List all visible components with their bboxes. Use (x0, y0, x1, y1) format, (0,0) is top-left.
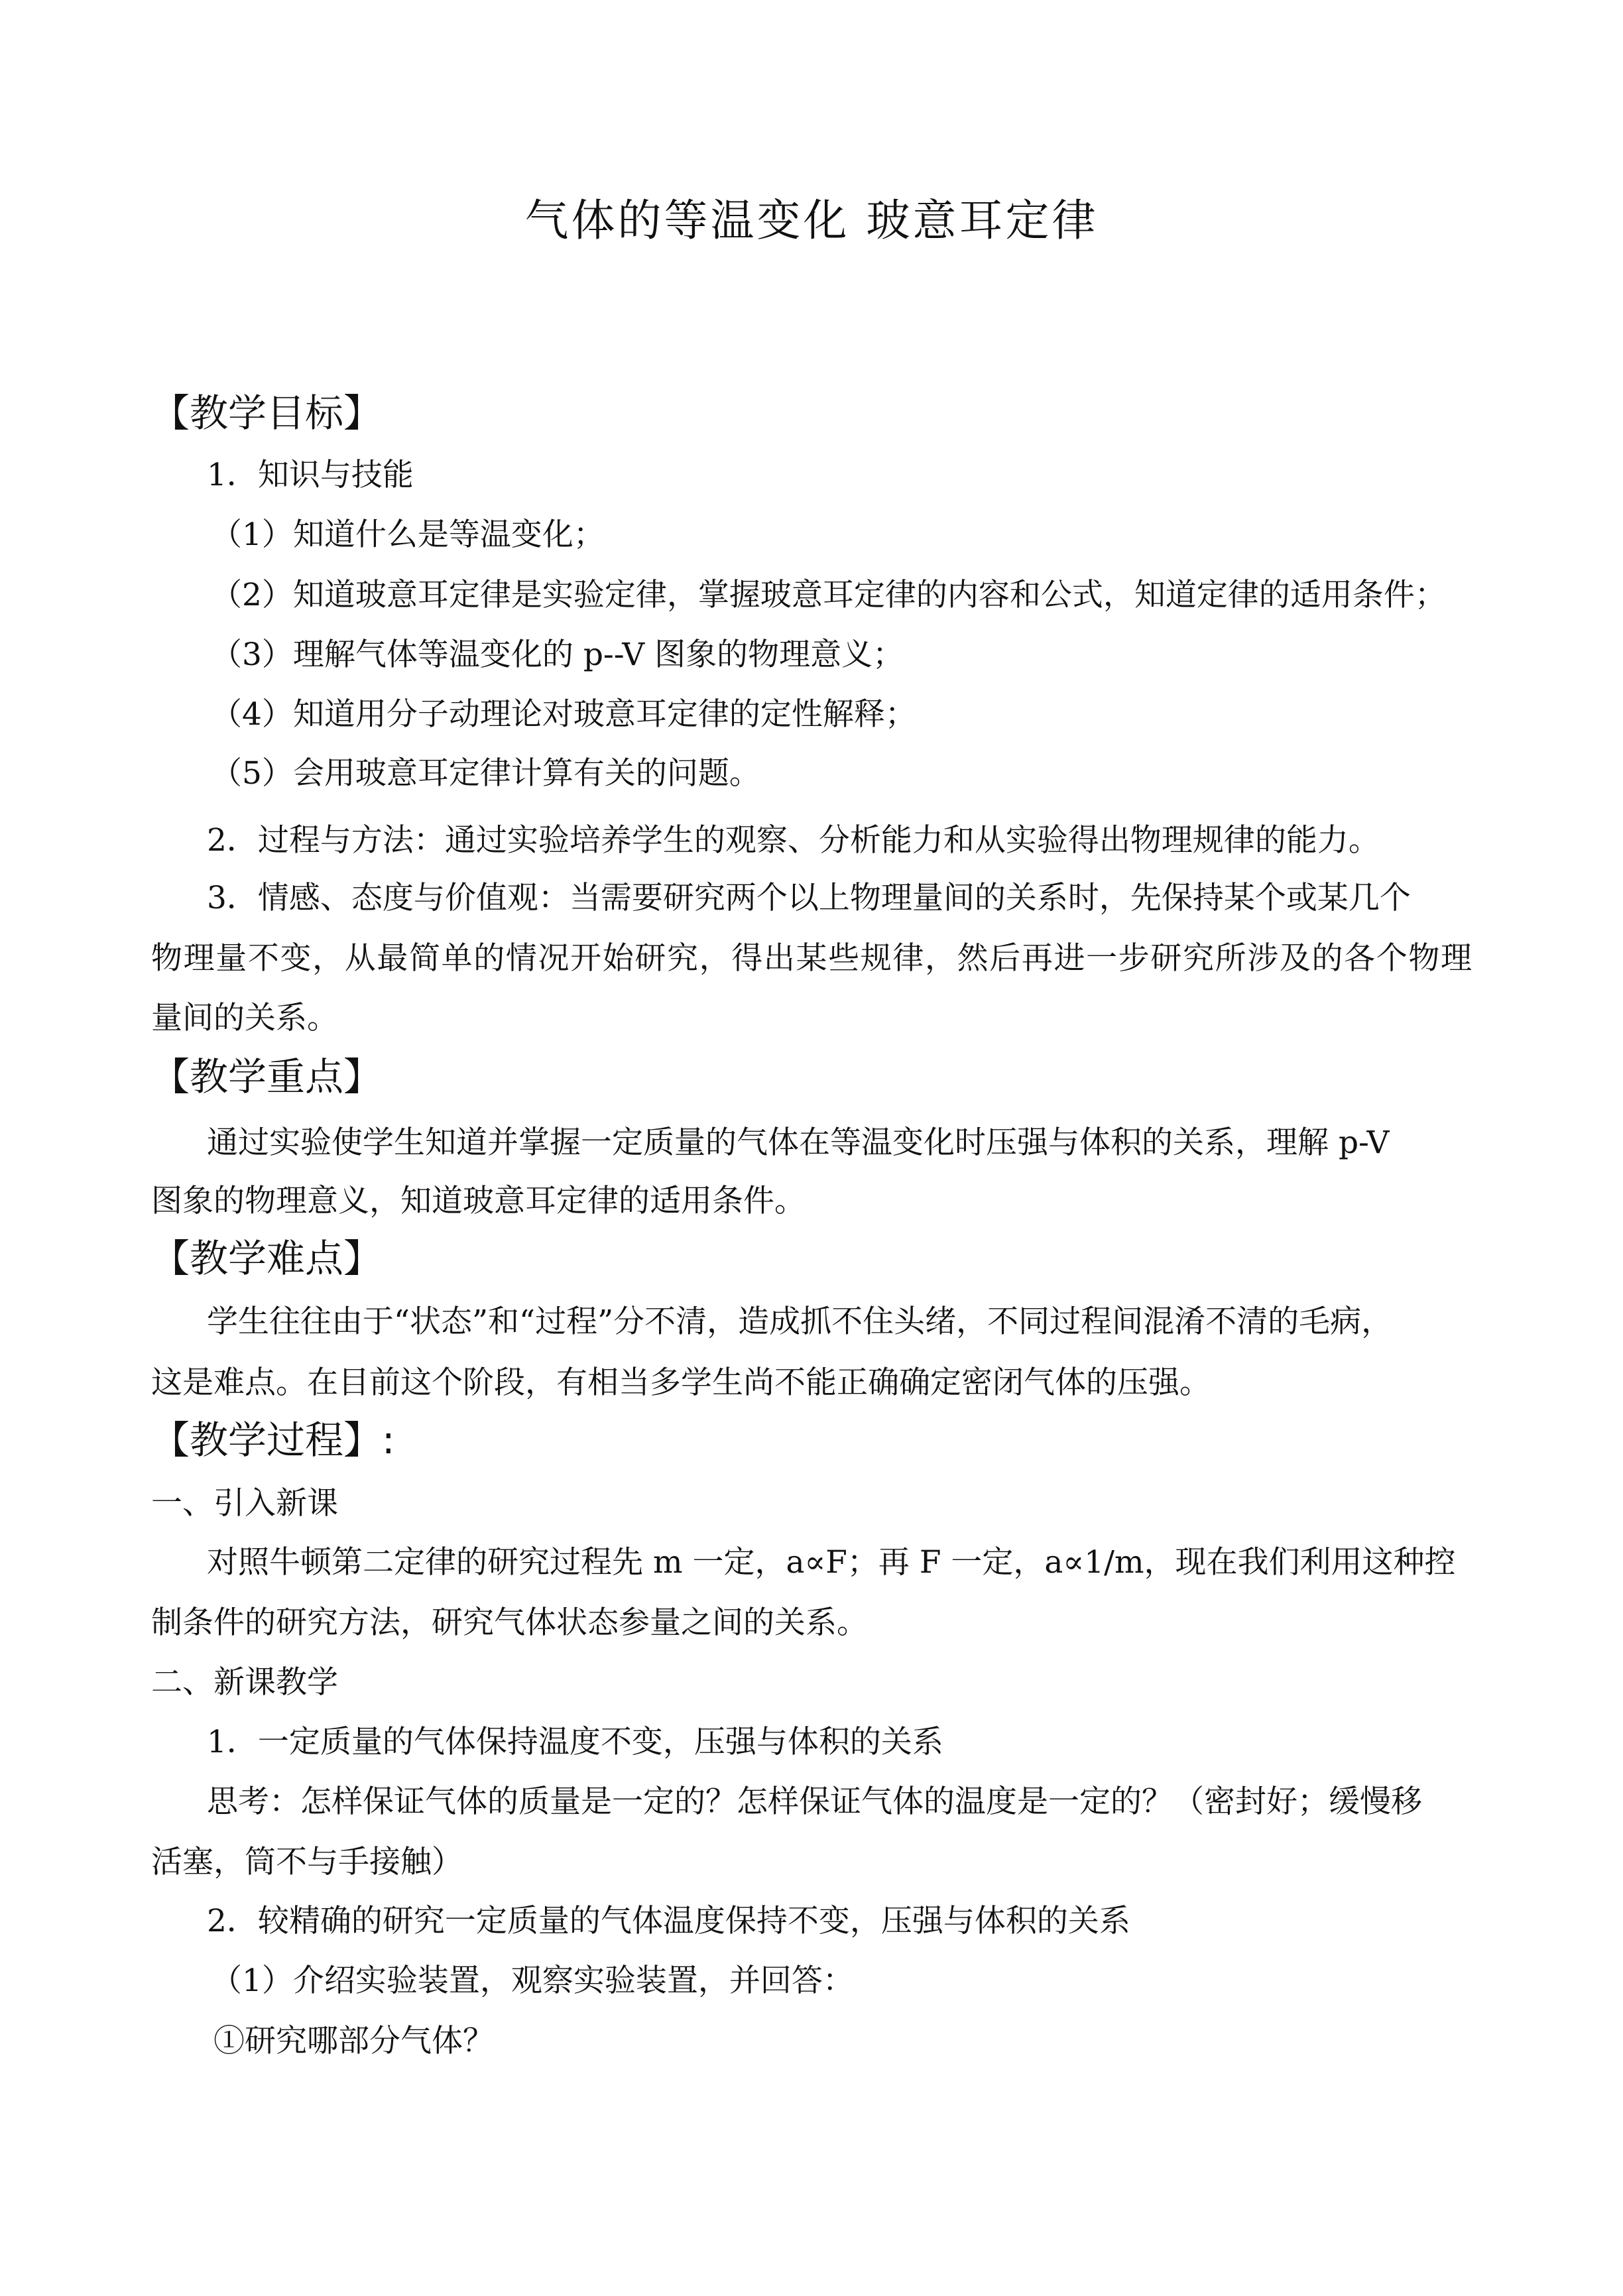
objectives-item-1-sub-2: （2）知道玻意耳定律是实验定律，掌握玻意耳定律的内容和公式，知道定律的适用条件； (211, 577, 1446, 613)
difficulties-heading: 【教学难点】 (151, 1236, 383, 1281)
objectives-item-3-line-3: 量间的关系。 (151, 1000, 338, 1036)
process-heading-colon: : (382, 1418, 395, 1463)
part-2-item-2: 2．较精确的研究一定质量的气体温度保持不变，压强与体积的关系 (207, 1903, 1130, 1939)
key-points-line-2: 图象的物理意义，知道玻意耳定律的适用条件。 (151, 1183, 806, 1219)
objectives-item-3-line-2: 物理量不变，从最简单的情况开始研究，得出某些规律，然后再进一步研究所涉及的各个物理 (151, 940, 1472, 977)
objectives-heading: 【教学目标】 (151, 391, 383, 436)
objectives-item-1-sub-5: （5）会用玻意耳定律计算有关的问题。 (211, 755, 760, 792)
objectives-item-1: 1．知识与技能 (207, 457, 414, 493)
difficulties-line-1: 学生往往由于“状态”和“过程”分不清，造成抓不住头绪，不同过程间混淆不清的毛病， (207, 1303, 1393, 1340)
part-2-sub-1: （1）介绍实验装置，观察实验装置，并回答： (211, 1963, 854, 1999)
part-2-item-1: 1．一定质量的气体保持温度不变，压强与体积的关系 (207, 1724, 943, 1760)
part-1-line-1: 对照牛顿第二定律的研究过程先 m 一定，a∝F；再 F 一定，a∝1/m，现在我们利用这种控 (207, 1544, 1456, 1581)
objectives-item-1-sub-4: （4）知道用分子动理论对玻意耳定律的定性解释； (211, 696, 916, 733)
objectives-item-3-line-1: 3．情感、态度与价值观：当需要研究两个以上物理量间的关系时，先保持某个或某几个 (207, 880, 1411, 916)
key-points-line-1: 通过实验使学生知道并掌握一定质量的气体在等温变化时压强与体积的关系，理解 p-V (207, 1124, 1390, 1161)
part-2-think-line-1: 思考：怎样保证气体的质量是一定的？怎样保证气体的温度是一定的？（密封好；缓慢移 (207, 1783, 1422, 1820)
objectives-item-1-sub-1: （1）知道什么是等温变化； (211, 516, 605, 553)
process-heading (151, 1418, 395, 1463)
objectives-item-1-sub-3: （3）理解气体等温变化的 p--V 图象的物理意义； (211, 636, 904, 673)
part-1-line-2: 制条件的研究方法，研究气体状态参量之间的关系。 (151, 1604, 868, 1641)
part-2-title: 二、新课教学 (151, 1664, 338, 1701)
process-heading-text: 【教学过程】 (151, 1418, 383, 1463)
difficulties-line-2: 这是难点。在目前这个阶段，有相当多学生尚不能正确确定密闭气体的压强。 (151, 1364, 1211, 1401)
document-title: 气体的等温变化 玻意耳定律 (524, 195, 1099, 246)
objectives-item-2: 2．过程与方法：通过实验培养学生的观察、分析能力和从实验得出物理规律的能力。 (207, 822, 1380, 859)
part-2-think-line-2: 活塞，筒不与手接触） (151, 1844, 463, 1880)
key-points-heading: 【教学重点】 (151, 1054, 383, 1099)
part-2-question-1: ①研究哪部分气体？ (213, 2023, 494, 2059)
part-1-title: 一、引入新课 (151, 1485, 338, 1522)
